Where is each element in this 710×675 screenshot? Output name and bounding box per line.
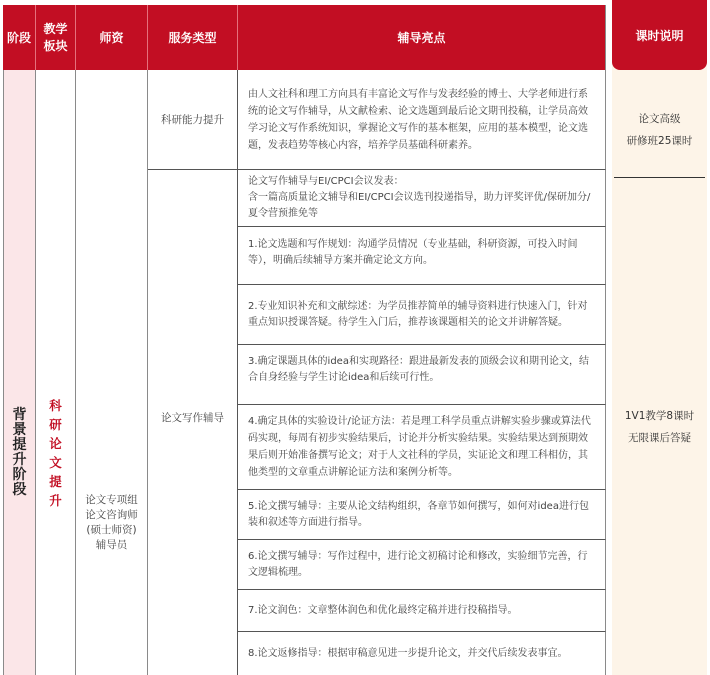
header-teacher-label: 师资: [99, 31, 124, 45]
header-stage-label: 阶段: [6, 31, 31, 45]
detail-text: 5.论文撰写辅导：主要从论文结构组织，各章节如何撰写，如何对idea进行包装和叙述等方面进行指导。: [248, 500, 589, 528]
detail-intro-text: [248, 174, 593, 222]
header-block: [36, 5, 76, 70]
teacher-line: 辅导员: [95, 538, 128, 551]
detail-intro: [238, 170, 606, 227]
teacher-cell: [76, 70, 148, 675]
header-stage: [3, 5, 36, 70]
detail-text: 3.确定课题具体的idea和实现路径：跟进最新发表的顶级会议和期刊论文，结合自身经验与学生讨论idea和后续可行性。: [248, 355, 589, 383]
hours-line: 论文高级: [638, 113, 681, 125]
intro-title: 论文写作辅导与EI/CPCI会议发表：: [248, 176, 404, 187]
hours-panel: [612, 0, 707, 675]
service-paper-writing: [148, 170, 238, 675]
hours-line: 1V1教学8课时: [624, 409, 695, 422]
detail-step-8: [238, 632, 606, 675]
detail-step-1: [238, 227, 606, 285]
detail-step-6: [238, 540, 606, 590]
header-highlights-label: 辅导亮点: [397, 31, 446, 45]
hours-panel-title: 课时说明: [635, 28, 684, 43]
detail-text: 6.论文撰写辅导：写作过程中，进行论文初稿讨论和修改，实验细节完善，行文逻辑梳理。: [248, 550, 588, 578]
detail-text: 7.论文润色：文章整体润色和优化最终定稿并进行投稿指导。: [248, 604, 518, 616]
hours-panel-header: [612, 0, 707, 70]
detail-step-5: [238, 490, 606, 540]
detail-step-4: [238, 405, 606, 490]
detail-step-3: [238, 345, 606, 405]
header-teacher: [76, 5, 148, 70]
service-research-ability: [148, 70, 238, 170]
stage-cell: [3, 70, 36, 675]
detail-step-7: [238, 590, 606, 632]
detail-text: 由人文社科和理工方向具有丰富论文写作与发表经验的博士、大学老师进行系统的论文写作辅导，从文献检索、论文选题到最后论文期刊投稿，让学员高效学习论文写作系统知识，掌握论文写作的基本框架，应用的基本模型，论文选题，发表趋势等核心内容，培养学员基础科研素养。: [248, 88, 588, 151]
service-name: 科研能力提升: [161, 114, 224, 126]
service-name: 论文写作辅导: [161, 412, 224, 424]
header-highlights: [238, 5, 606, 70]
hours-block-advanced: [612, 85, 707, 175]
header-service-type: [148, 5, 238, 70]
teacher-line: 论文专项组: [85, 493, 138, 506]
teacher-line: 论文咨询师: [85, 508, 138, 521]
hours-line: 研修班25课时: [626, 135, 693, 147]
teacher-label: [85, 473, 138, 553]
detail-text: 4.确定具体的实验设计/论证方法：若是理工科学员重点讲解实验步骤或算法代码实现，每周有初步实验结果后，讨论并分析实验结果。实验结果达到预期效果后则开始准备撰写论文；对于人文社科的学员，实证论文和理工科相仿，其他类型的文章重点讲解论证方法和案例分析等。: [248, 416, 591, 478]
hours-block-1v1: [612, 178, 707, 675]
intro-body: 含一篇高质量论文辅导和EI/CPCI会议选刊投递指导，助力评奖评优/保研加分/夏令营预推免等: [248, 192, 591, 219]
hours-line: 无限课后答疑: [628, 431, 691, 444]
block-cell: [36, 70, 76, 675]
course-table: [3, 5, 606, 675]
detail-research-ability: [238, 70, 606, 170]
detail-text: 1.论文选题和写作规划：沟通学员情况（专业基础，科研资源，可投入时间等），明确后续辅导方案并确定论文方向。: [248, 238, 578, 266]
stage-label: 背景提升阶段: [12, 406, 27, 498]
header-service-type-label: 服务类型: [168, 31, 217, 45]
detail-step-2: [238, 285, 606, 345]
teacher-line: (硕士师资): [86, 523, 137, 536]
header-block-label: 教学板块: [43, 21, 68, 53]
detail-text: 2.专业知识补充和文献综述：为学员推荐简单的辅导资料进行快速入门，针对重点知识授课答疑。待学生入门后，推荐该课题相关的论文并讲解答疑。: [248, 300, 588, 328]
block-label: 科研论文提升: [49, 397, 62, 508]
detail-text: 8.论文返修指导：根据审稿意见进一步提升论文，并交代后续发表事宜。: [248, 647, 568, 659]
